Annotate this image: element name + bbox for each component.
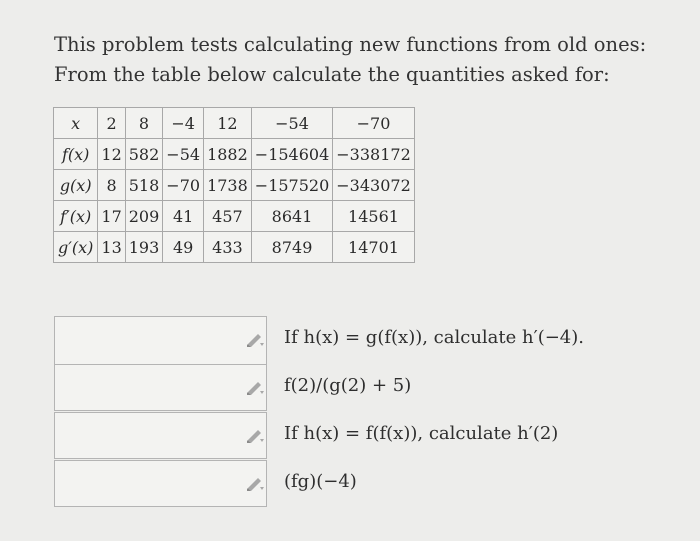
table-cell: g′(x) <box>54 232 98 263</box>
table-row <box>54 232 415 263</box>
table-header-cell: 8 <box>125 108 163 139</box>
table-cell: 582 <box>125 139 163 170</box>
pencil-icon[interactable] <box>244 426 266 444</box>
pencil-icon[interactable] <box>244 474 266 492</box>
table-header-cell: x <box>54 108 98 139</box>
answer-input-1[interactable] <box>54 316 267 365</box>
table-cell: g(x) <box>54 170 98 201</box>
intro-line-2: From the table below calculate the quantities asked for: <box>54 63 610 86</box>
pencil-icon[interactable] <box>244 330 266 348</box>
table-cell: f′(x) <box>54 201 98 232</box>
question-3-text: If h(x) = f(f(x)), calculate h′(2) <box>284 423 559 444</box>
table-cell: 14561 <box>333 201 414 232</box>
question-2-text: f(2)/(g(2) + 5) <box>284 375 412 396</box>
table-header-cell: −4 <box>163 108 204 139</box>
table-row <box>54 201 415 232</box>
table-cell: 13 <box>98 232 125 263</box>
table-cell: 209 <box>125 201 163 232</box>
table-cell: 12 <box>98 139 125 170</box>
table-cell: 49 <box>163 232 204 263</box>
table-cell: 193 <box>125 232 163 263</box>
table-header-cell: −70 <box>333 108 414 139</box>
function-values-table <box>53 107 415 263</box>
table-cell: 8 <box>98 170 125 201</box>
table-header-cell: −54 <box>251 108 332 139</box>
table-header-cell: 12 <box>204 108 252 139</box>
table-cell: 8641 <box>251 201 332 232</box>
table-row <box>54 170 415 201</box>
table-cell: 14701 <box>333 232 414 263</box>
table-cell: 8749 <box>251 232 332 263</box>
answer-input-3[interactable] <box>54 412 267 459</box>
table-cell: f(x) <box>54 139 98 170</box>
problem-intro <box>54 30 654 90</box>
table-header-cell: 2 <box>98 108 125 139</box>
table-header-row <box>54 108 415 139</box>
table-cell: −54 <box>163 139 204 170</box>
table-cell: 518 <box>125 170 163 201</box>
answer-input-4[interactable] <box>54 460 267 507</box>
table-cell: −343072 <box>333 170 414 201</box>
table-cell: 17 <box>98 201 125 232</box>
intro-line-1: This problem tests calculating new functions from old ones: <box>54 33 647 56</box>
table-cell: −154604 <box>251 139 332 170</box>
table-cell: 457 <box>204 201 252 232</box>
pencil-icon[interactable] <box>244 378 266 396</box>
table-cell: 1738 <box>204 170 252 201</box>
table-cell: 433 <box>204 232 252 263</box>
question-4-text: (fg)(−4) <box>284 471 357 492</box>
table-cell: 41 <box>163 201 204 232</box>
table-cell: −338172 <box>333 139 414 170</box>
table-row <box>54 139 415 170</box>
answer-input-2[interactable] <box>54 364 267 411</box>
table-cell: 1882 <box>204 139 252 170</box>
question-1-text: If h(x) = g(f(x)), calculate h′(−4). <box>284 327 584 348</box>
table-cell: −70 <box>163 170 204 201</box>
table-cell: −157520 <box>251 170 332 201</box>
